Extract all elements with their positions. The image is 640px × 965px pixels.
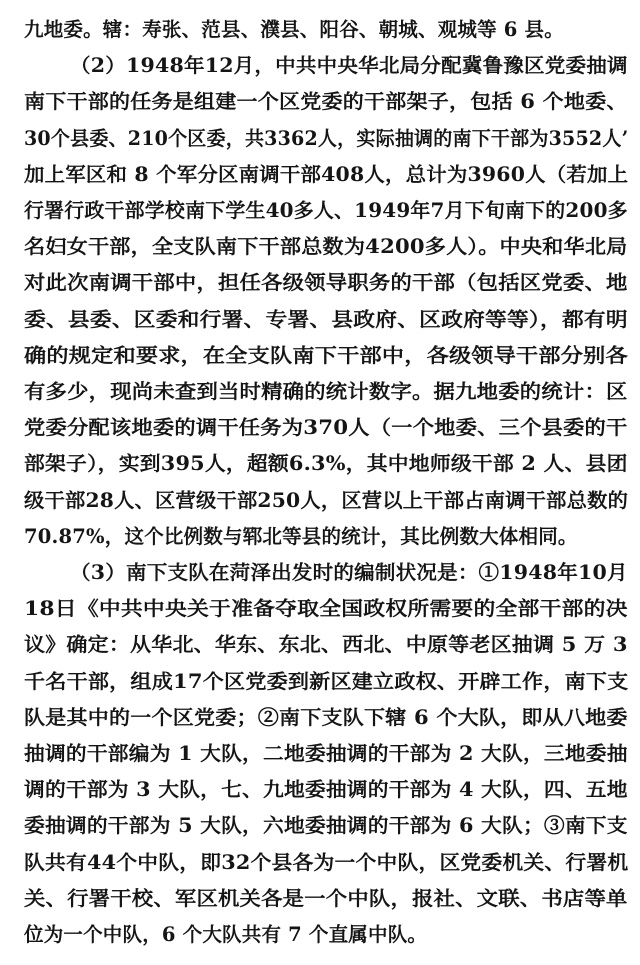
text-line: 队共有44个中队，即32个县各为一个中队，区党委机关、行署机 bbox=[24, 850, 629, 874]
text-line: 行署行政干部学校南下学生40多人、1949年7月下旬南下的200多 bbox=[24, 199, 628, 222]
text-line: 30个县委、210个区委，共3362人，实际抽调的南下干部为3552人’ bbox=[24, 126, 629, 150]
text-line: 调的干部为 3 大队，七、九地委抽调的干部为 4 大队，四、五地 bbox=[24, 778, 628, 802]
text-line: 对此次南调干部中，担任各级领导职务的干部（包括区党委、地 bbox=[24, 271, 628, 295]
text-line: （3）南下支队在菏泽出发时的编制状况是：①1948年10月 bbox=[70, 561, 628, 584]
text-line: 议》确定：从华北、华东、东北、西北、中原等老区抽调 5 万 3 bbox=[24, 633, 628, 657]
text-line: 加上军区和 8 个军分区南调干部408人，总计为3960人（若加上 bbox=[24, 162, 629, 186]
text-line: 党委分配该地委的调干任务为370人（一个地委、三个县委的干 bbox=[24, 416, 628, 440]
text-line: 队是其中的一个区党委；②南下支队下辖 6 个大队，即从八地委 bbox=[24, 705, 628, 729]
text-line: 九地委。辖：寿张、范县、濮县、阳谷、朝城、观城等 6 县。 bbox=[24, 18, 564, 41]
text-line: 抽调的干部编为 1 大队，二地委抽调的干部为 2 大队，三地委抽 bbox=[24, 742, 628, 765]
text-line: 部架子），实到395人，超额6.3%，其中地师级干部 2 人、县团 bbox=[24, 452, 628, 476]
text-line: （2）1948年12月，中共中央华北局分配冀鲁豫区党委抽调 bbox=[70, 54, 628, 78]
text-line: 确的规定和要求，在全支队南下干部中，各级领导干部分别各 bbox=[24, 343, 628, 367]
text-line: 名妇女干部，全支队南下干部总数为4200多人）。中央和华北局 bbox=[24, 235, 628, 259]
text-line: 委、县委、区委和行署、专署、县政府、区政府等等），都有明 bbox=[24, 307, 628, 331]
text-line: 千名干部，组成17个区党委到新区建立政权、开辟工作，南下支 bbox=[24, 669, 629, 693]
text-line: 南下干部的任务是组建一个区党委的干部架子，包括 6 个地委、 bbox=[24, 90, 628, 114]
text-line: 有多少，现尚未查到当时精确的统计数字。据九地委的统计：区 bbox=[24, 380, 628, 403]
text-line: 关、行署干校、军区机关各是一个中队，报社、文联、书店等单 bbox=[24, 886, 628, 910]
text-line: 委抽调的干部为 5 大队，六地委抽调的干部为 6 大队；③南下支 bbox=[24, 814, 628, 838]
text-line: 位为一个中队，6 个大队共有 7 个直属中队。 bbox=[24, 923, 428, 946]
text-line: 70.87%，这个比例数与郓北等县的统计，其比例数大体相同。 bbox=[24, 524, 578, 548]
text-line: 18日《中共中央关于准备夺取全国政权所需要的全部干部的决 bbox=[24, 597, 628, 621]
text-line: 级干部28人、区营级干部250人，区营以上干部占南调干部总数的 bbox=[24, 488, 629, 512]
